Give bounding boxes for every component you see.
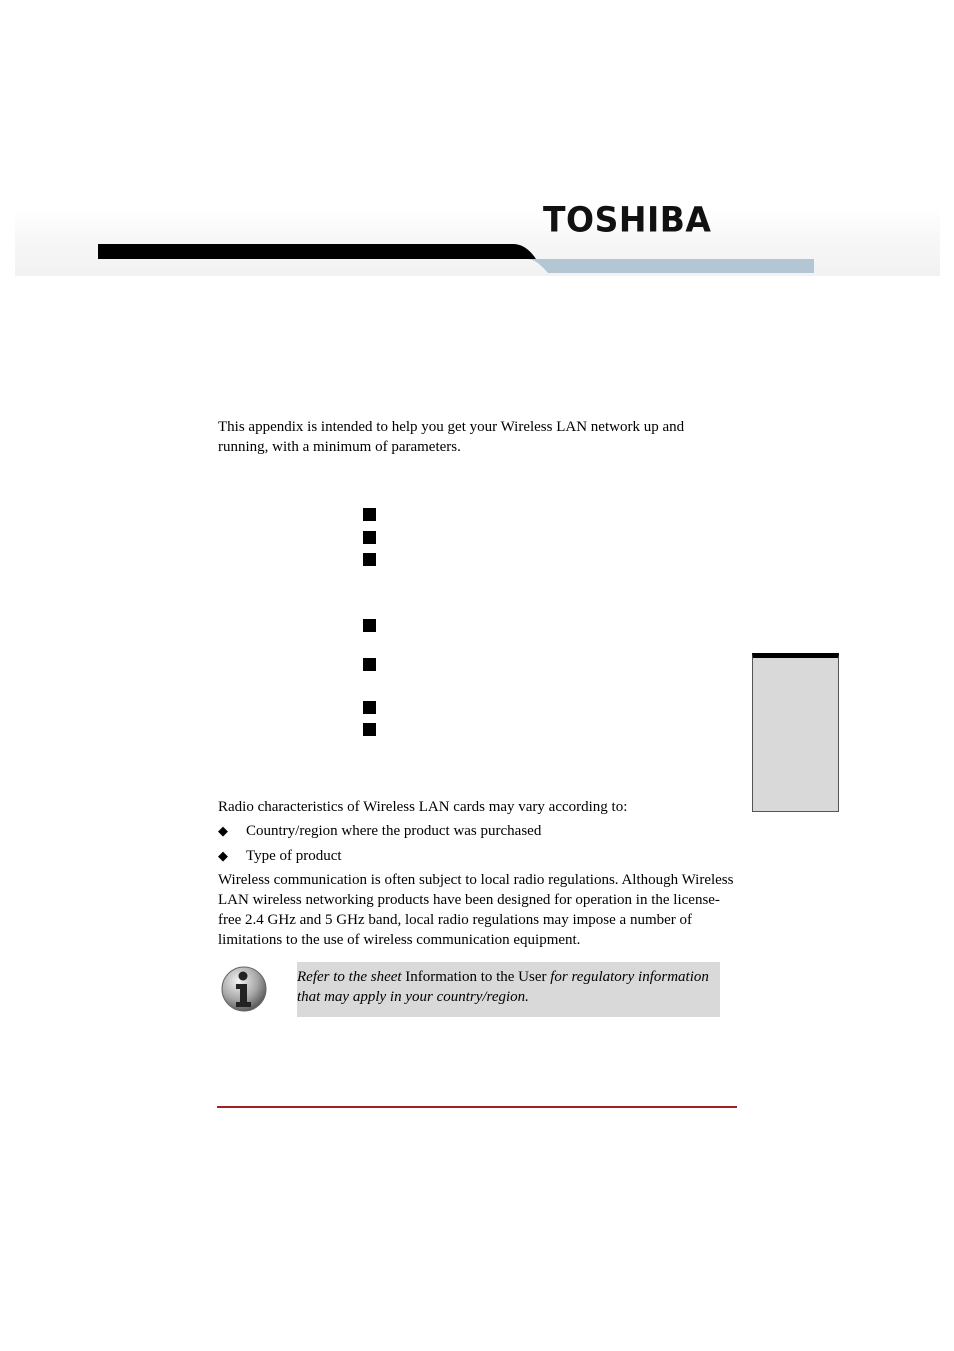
diamond-bullet-icon: ◆ xyxy=(218,823,228,838)
header-band-dark xyxy=(98,244,536,259)
square-bullet xyxy=(363,508,376,521)
header-band xyxy=(98,244,816,275)
note-text-part3: for regulatory information that may apply in your country/region. xyxy=(297,969,709,1005)
toshiba-logo: TOSHIBA xyxy=(543,199,712,240)
square-bullet xyxy=(363,701,376,714)
header-band-light xyxy=(528,259,814,273)
radio-lead: Radio characteristics of Wireless LAN cards may vary according to: xyxy=(218,799,628,815)
info-icon xyxy=(221,965,269,1015)
square-bullet xyxy=(363,531,376,544)
chapter-tab xyxy=(752,653,839,812)
footer-rule xyxy=(217,1106,737,1108)
square-bullet xyxy=(363,619,376,632)
intro-paragraph: This appendix is intended to help you get your Wireless LAN network up and running, with a minimum of parameters. xyxy=(218,419,685,455)
list-item-label: Type of product xyxy=(246,848,342,864)
square-bullet xyxy=(363,723,376,736)
square-bullet xyxy=(363,553,376,566)
list-item-label: Country/region where the product was purchased xyxy=(246,823,542,839)
note-text xyxy=(297,967,717,1007)
note-text-part1: Refer to the sheet xyxy=(297,969,402,985)
note-text-part2: Information to the User xyxy=(405,969,547,985)
wireless-paragraph: Wireless communication is often subject to local radio regulations. Although Wireless LAN wireless networking products have been designed for operation in the license-free 2.4 GHz and 5 GHz band, local radio regulations may impose a number of limitations to the use of wireless communication equipment. xyxy=(218,872,734,948)
square-bullet xyxy=(363,658,376,671)
diamond-bullet-icon: ◆ xyxy=(218,848,228,863)
